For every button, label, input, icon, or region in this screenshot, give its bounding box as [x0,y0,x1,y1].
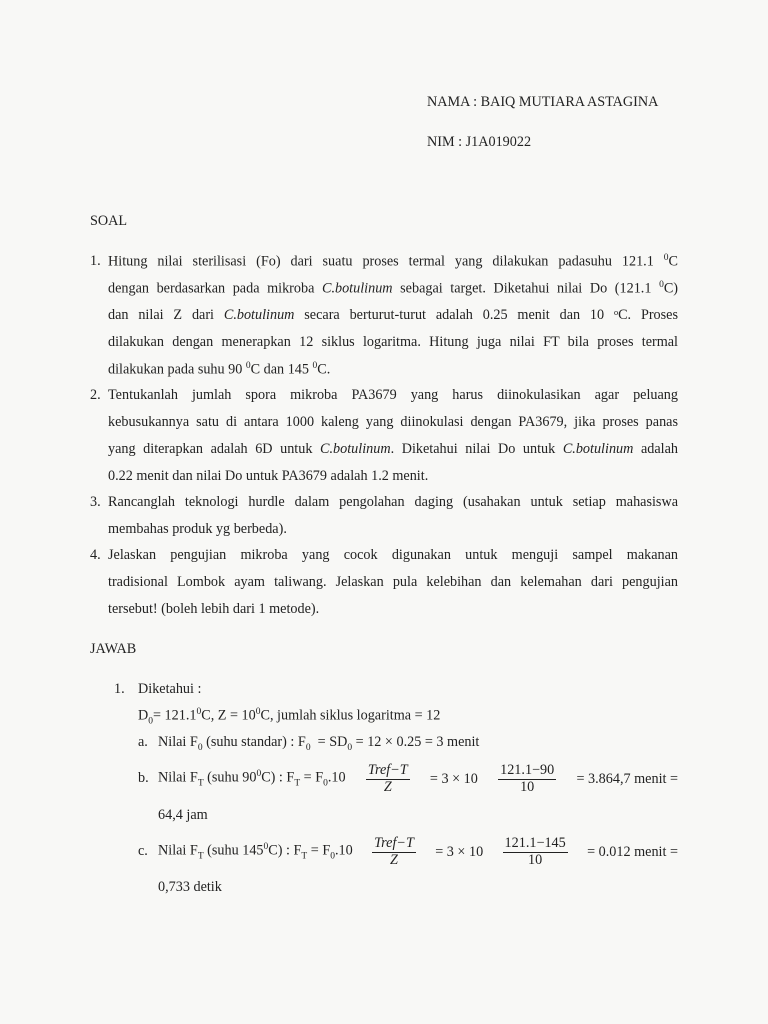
item-line: tradisional Lombok ayam taliwang. Jelaskan pula kelebihan dan kelemahan dari pengujian [108,574,678,590]
fraction-numerator: Tref−T [367,761,408,778]
soal-heading: SOAL [90,213,128,229]
part-c-exponent-fraction [372,836,416,868]
item-line: Tentukanlah jumlah spora mikroba PA3679 yang harus diinokulasikan agar peluang [108,387,678,403]
fraction-denominator: 10 [528,851,543,868]
item-line: yang diterapkan adalah 6D untuk C.botulinum. Diketahui nilai Do untuk C.botulinum adalah [108,441,678,457]
item-line: Hitung nilai sterilisasi (Fo) dari suatu proses termal yang dilakukan padasuhu 121.1 $^0$C [108,253,678,270]
item-line: 0.22 menit dan nilai Do untuk PA3679 adalah 1.2 menit. [108,468,429,484]
part-b-label: b. [138,770,149,786]
part-c-continuation: 0,733 detik [158,879,222,895]
item-line: Rancanglah teknologi hurdle dalam pengolahan daging (usahakan untuk setiap mahasiswa [108,494,678,510]
part-b-exponent-fraction [366,763,410,795]
answer-number: 1. [114,681,125,697]
part-c-label: c. [138,843,148,859]
item-line: membahas produk yg berbeda). [108,521,287,537]
part-b-value-fraction [498,763,556,795]
part-b-continuation: 64,4 jam [158,807,208,823]
item-number: 4. [90,547,101,563]
part-c-value-fraction [503,836,568,868]
student-name: NAMA : BAIQ MUTIARA ASTAGINA [427,94,659,110]
diketahui-label: Diketahui : [138,681,202,697]
fraction-denominator: Z [390,851,398,868]
item-line: dan nilai Z dari C.botulinum secara berturut-turut adalah 0.25 menit dan 10 ᵒC. Proses [108,307,678,323]
item-line: dilakukan pada suhu 90 $^0$C dan 145 $^0$C. [108,361,331,378]
part-c-result: = 0.012 menit = [587,843,678,860]
item-line: kebusukannya satu di antara 1000 kaleng yang diinokulasi dengan PA3679, jika proses panas [108,414,678,430]
part-b-mid: = 3 × 10 [429,770,478,787]
item-line: dengan berdasarkan pada mikroba C.botulinum sebagai target. Diketahui nilai Do (121.1 $^0$C) [108,280,678,297]
item-line: Jelaskan pengujian mikroba yang cocok digunakan untuk menguji sampel makanan [108,547,678,563]
fraction-numerator: 121.1−90 [500,761,555,778]
item-line: dilakukan dengan menerapkan 12 siklus logaritma. Hitung juga nilai FT bila proses termal [108,334,678,350]
part-b-formula [158,758,678,800]
part-c-mid: = 3 × 10 [435,843,484,860]
part-a-text: Nilai $F_0$ (suhu standar) : $F_0 = SD_0 = 12 \times 0.25 = 3$ menit [158,734,480,753]
part-a-label: a. [138,734,148,750]
item-number: 2. [90,387,101,403]
jawab-heading: JAWAB [90,641,137,657]
given-values: $D_0= 121.1^0C$, $Z = 10^0C$, jumlah siklus logaritma = 12 [138,707,441,727]
fraction-denominator: 10 [520,778,535,795]
item-line: tersebut! (boleh lebih dari 1 metode). [108,601,320,617]
fraction-numerator: Tref−T [374,834,414,851]
part-b-lead: Nilai $F_T$ (suhu $90^0C$) : $F_T = F_0.10$ [158,769,346,789]
student-nim: NIM : J1A019022 [427,134,532,150]
fraction-denominator: Z [383,778,392,795]
item-number: 3. [90,494,101,510]
part-b-result: = 3.864,7 menit = [576,770,678,787]
item-number: 1. [90,253,101,269]
fraction-numerator: 121.1−145 [504,834,566,851]
part-c-lead: Nilai $F_T$ (suhu $145^0C$) : $F_T = F_0.10$ [158,842,353,862]
part-c-formula [158,831,678,873]
